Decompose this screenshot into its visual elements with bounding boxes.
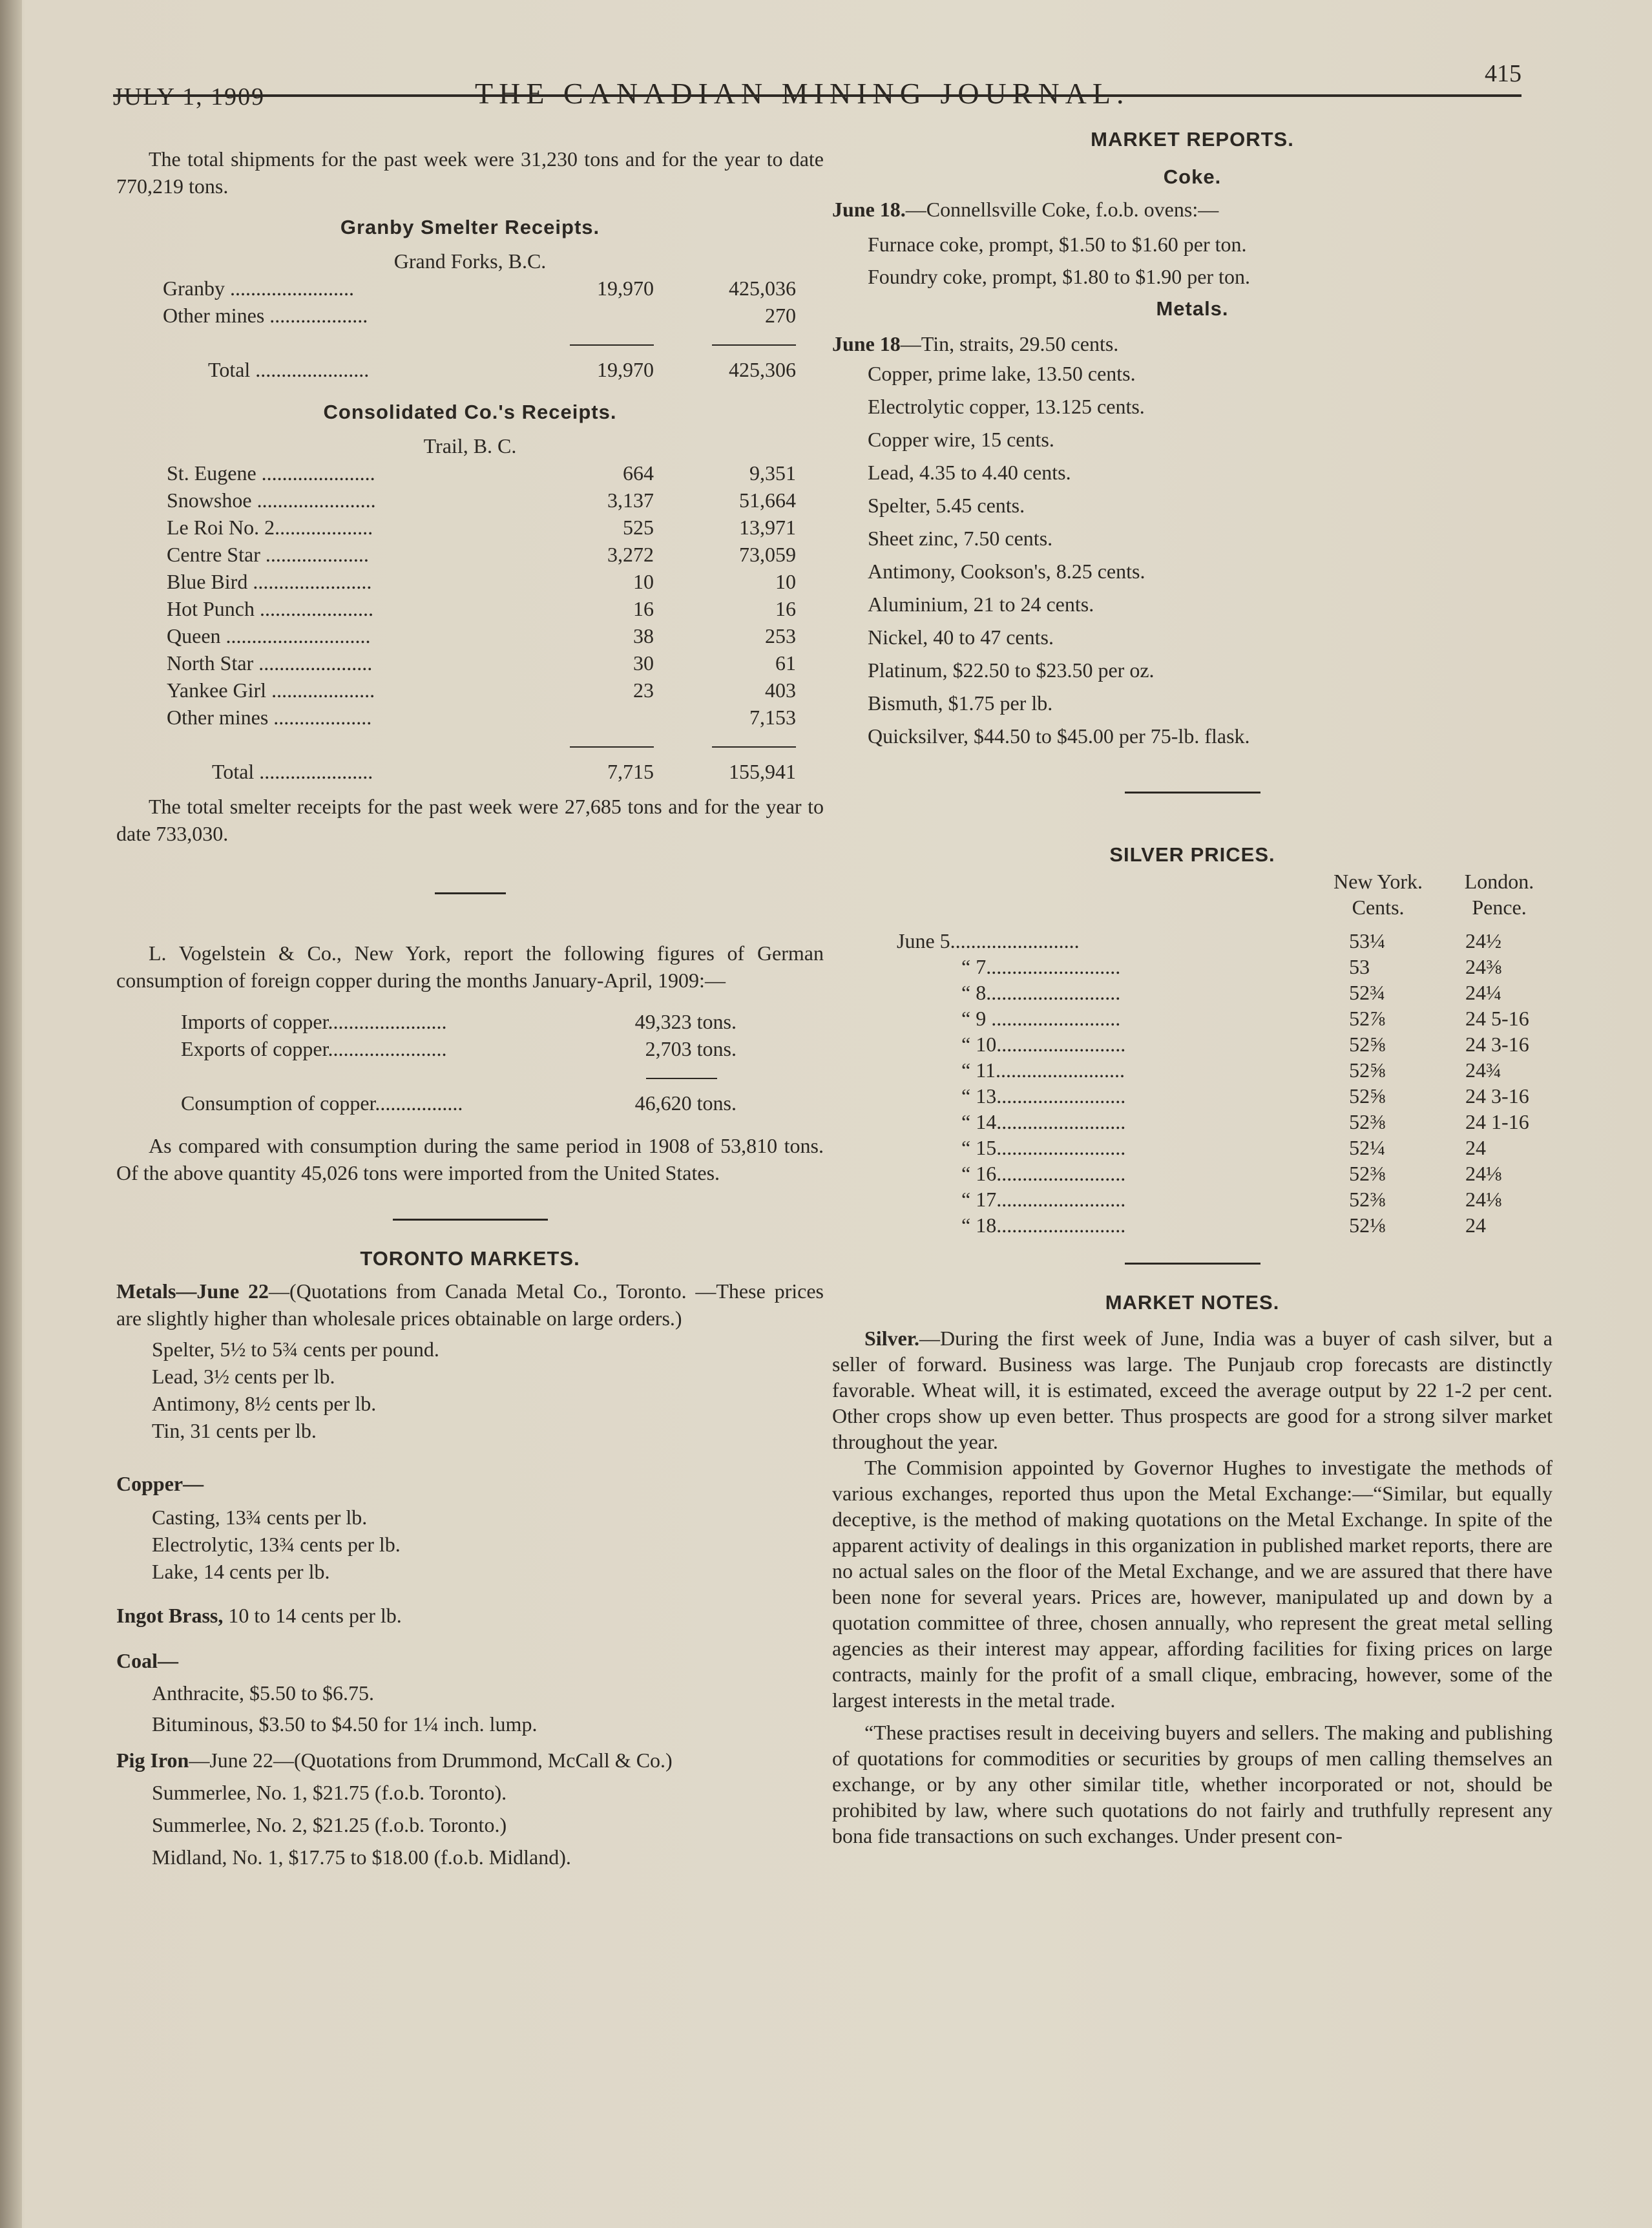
london-price: 24½ [1465,929,1502,952]
row-value: 2,703 tons. [645,1037,737,1060]
metal-price-item: Nickel, 40 to 47 cents. [868,625,1054,649]
consolidated-heading: Consolidated Co.'s Receipts. [323,401,617,423]
metal-price-item: Bismuth, $1.75 per lb. [868,691,1053,715]
ny-price: 52⅜ [1349,1188,1386,1211]
copper-consumption-table [181,1008,737,1117]
table-row: Hot Punch ...................... 16 16 [167,595,796,622]
table-row: “ 9 ......................... 52⅞ 24 5-16 [897,1005,1553,1031]
week-value: 16 [633,597,654,620]
year-value: 7,153 [749,706,796,729]
mine-name: St. Eugene [167,461,256,485]
week-value: 19,970 [597,277,654,300]
metal-price-item: Quicksilver, $44.50 to $45.00 per 75-lb. flask. [868,724,1250,748]
london-price: 24¾ [1465,1058,1502,1082]
table-row: Le Roi No. 2................... 525 13,971 [167,514,796,541]
metal-price-item: Lead, 4.35 to 4.40 cents. [868,461,1071,484]
metal-price-item: Spelter, 5.45 cents. [868,494,1025,517]
week-value [550,704,654,731]
week-value: 3,272 [607,543,654,566]
copper-subhead: Copper— [116,1472,204,1495]
table-row: “ 17......................... 52⅜ 24⅛ [897,1186,1553,1212]
ny-price: 52⅞ [1349,1007,1386,1030]
london-price: 24 1-16 [1465,1110,1529,1133]
mine-name: North Star [167,651,254,675]
table-row: North Star ...................... 30 61 [167,649,796,677]
coke-date: June 18. [832,198,906,221]
total-row [167,758,796,785]
metal-price-item: Antimony, 8½ cents per lb. [152,1392,377,1415]
total-label: Total ...................... [208,358,370,381]
ny-price: 53 [1349,955,1370,978]
mine-name: Snowshoe [167,489,252,512]
table-row: June 5......................... 53¼ 24½ [897,928,1553,954]
row-label: Consumption of copper [181,1091,375,1115]
brass-price: 10 to 14 cents per lb. [228,1604,402,1627]
table-header-row [897,894,1553,920]
mine-name: Centre Star [167,543,260,566]
metal-price-item: Sheet zinc, 7.50 cents. [868,527,1053,550]
pig-iron-item: Summerlee, No. 1, $21.75 (f.o.b. Toronto). [152,1781,507,1804]
week-value: 525 [623,516,654,539]
table-row: Yankee Girl .................... 23 403 [167,677,796,704]
table-row [163,275,796,302]
silver-prices-table [897,868,1553,1238]
total-rule [570,344,654,346]
table-header-row [897,868,1553,894]
table-row: Queen ............................ 38 253 [167,622,796,649]
metals-heading: Metals. [1156,297,1229,320]
total-week: 19,970 [597,358,654,381]
metal-price-item: Electrolytic copper, 13.125 cents. [868,395,1145,418]
market-reports-heading: MARKET REPORTS. [1091,128,1294,151]
date-cell: “ 10 [961,1033,997,1056]
silver-note-text: —During the first week of June, India was a buyer of cash silver, but a seller of forward. Business was large. The Punjaub crop forecasts are distinctly favorable. Wheat will, it is estimated, exceed the average output by 22 1-2 per cent. Other crops show up even better. Thus prospects are good for a strong silver market throughout the year. [832,1327,1553,1453]
total-rule [712,344,796,346]
week-value: 664 [623,461,654,485]
commission-paragraph: The Commision appointed by Governor Hughes to investigate the methods of various exchanges, reported thus upon the Metal Exchange:—“Similar, but equally deceptive, is the method of making quotations on the Metal Exchange. In spite of the apparent activity of dealings in this organization in published market reports, there are no actual sales on the floor of the Metal Exchange, and we are assured that there have been none for several years. Prices are, however, manipulated up and down by a quotation committee of three, chosen annually, who represent the great metal selling agencies as their interest may appear, affording facilities for fixing prices on large contracts, mainly for the profit of a small clique, embracing, however, some of the largest interests in the metal trade. [832,1456,1553,1712]
table-row: “ 8.......................... 52¾ 24¼ [897,980,1553,1005]
table-row: “ 16......................... 52⅜ 24⅛ [897,1161,1553,1186]
london-price: 24 [1465,1136,1487,1159]
metal-price-list [832,357,1553,753]
metal-price-item: Tin, 31 cents per lb. [152,1419,317,1442]
year-value: 403 [765,678,796,702]
header-date: JULY 1, 1909 [113,83,266,110]
table-row: “ 14......................... 52⅜ 24 1-16 [897,1109,1553,1135]
coke-price-item: Foundry coke, prompt, $1.80 to $1.90 per ton. [868,265,1250,288]
table-row: “ 13......................... 52⅝ 24 3-16 [897,1083,1553,1109]
practises-paragraph: “These practises result in deceiving buyers and sellers. The making and publishing of quotations for commodities or securities by groups of men calling themselves an exchange, or by any other similar title, whether incorporated or not, should be prohibited by law, where such quotations do not fairly and truthfully represent any bona fide transactions on such exchanges. Under present con- [832,1721,1553,1847]
pig-iron-item: Summerlee, No. 2, $21.25 (f.o.b. Toronto.) [152,1813,507,1836]
silver-note-subhead: Silver. [864,1327,920,1350]
london-price: 24 3-16 [1465,1084,1529,1108]
coal-subhead: Coal— [116,1649,178,1672]
year-value: 73,059 [739,543,796,566]
week-value: 3,137 [607,489,654,512]
total-year: 155,941 [729,760,796,783]
row-value: 46,620 tons. [634,1091,737,1115]
coke-price-item: Furnace coke, prompt, $1.50 to $1.60 per ton. [868,233,1247,256]
granby-heading: Granby Smelter Receipts. [340,216,600,238]
year-value: 16 [775,597,796,620]
ny-price: 52⅛ [1349,1214,1386,1237]
smelter-summary-paragraph: The total smelter receipts for the past week were 27,685 tons and for the year to date 733,030. [116,795,824,845]
consolidated-place: Trail, B. C. [423,434,517,457]
binding-gutter [0,0,22,2228]
mine-name: Blue Bird [167,570,248,593]
date-cell: June 5 [897,929,950,952]
metal-price-item: Platinum, $22.50 to $23.50 per oz. [868,658,1155,682]
mine-name: Other mines [167,706,269,729]
total-rule [646,1078,717,1079]
date-cell: “ 17 [961,1188,997,1211]
year-value: 9,351 [749,461,796,485]
metals-subhead: Metals—June 22 [116,1279,269,1303]
pig-iron-subhead: Pig Iron [116,1749,189,1772]
week-value: 38 [633,624,654,647]
metal-price-item: Aluminium, 21 to 24 cents. [868,593,1094,616]
header-rule [113,94,1521,97]
table-row [163,302,796,329]
market-notes-heading: MARKET NOTES. [1105,1291,1280,1314]
total-rule [570,746,654,748]
year-value: 425,036 [729,277,796,300]
pig-iron-line [116,1747,824,1774]
page-number: 415 [1485,60,1521,87]
coal-price-item: Bituminous, $3.50 to $4.50 for 1¼ inch. lump. [152,1712,538,1736]
shipments-paragraph: The total shipments for the past week were 31,230 tons and for the year to date 770,219 tons. [116,147,824,198]
date-cell: “ 9 [961,1007,987,1030]
mine-name: Le Roi No. 2 [167,516,275,539]
coal-price-item: Anthracite, $5.50 to $6.75. [152,1681,374,1705]
metal-price-item: Lead, 3½ cents per lb. [152,1365,335,1388]
london-price: 24 3-16 [1465,1033,1529,1056]
granby-place: Grand Forks, B.C. [393,249,547,273]
copper-price-item: Casting, 13¾ cents per lb. [152,1506,368,1529]
year-value: 270 [765,304,796,327]
ny-price: 52¼ [1349,1136,1386,1159]
total-row: Consumption of copper................. 46,620 tons. [181,1089,737,1117]
left-column [116,145,824,1871]
pig-iron-item: Midland, No. 1, $17.75 to $18.00 (f.o.b. Midland). [152,1845,571,1869]
date-cell: “ 16 [961,1162,997,1185]
date-cell: “ 15 [961,1136,997,1159]
london-unit: Pence. [1472,896,1527,919]
total-week: 7,715 [607,760,654,783]
new-york-unit: Cents. [1352,896,1405,919]
ny-price: 52¾ [1349,981,1386,1004]
total-rule [712,746,796,748]
row-label: Exports of copper [181,1037,328,1060]
metals-date: June 18 [832,332,901,355]
metal-price-item: Spelter, 5½ to 5¾ cents per pound. [152,1338,439,1361]
london-price: 24⅜ [1465,955,1502,978]
week-value: 30 [633,651,654,675]
copper-price-item: Lake, 14 cents per lb. [152,1560,330,1583]
metals-note: —(Quotations from Canada Metal Co., Toronto. —These prices are slightly higher than wholesale prices obtainable on large orders.) [116,1279,824,1330]
table-row: “ 7.......................... 53 24⅜ [897,954,1553,980]
year-value: 13,971 [739,516,796,539]
silver-prices-heading: SILVER PRICES. [1109,843,1275,866]
year-value: 10 [775,570,796,593]
row-value: 49,323 tons. [634,1010,737,1033]
total-row [163,356,796,383]
date-cell: “ 13 [961,1084,997,1108]
toronto-markets-heading: TORONTO MARKETS. [360,1247,580,1270]
coke-lead-line [832,196,1553,223]
ny-price: 53¼ [1349,929,1386,952]
week-value [550,302,654,329]
mine-name: Yankee Girl [167,678,267,702]
year-value: 61 [775,651,796,675]
table-row: “ 18......................... 52⅛ 24 [897,1212,1553,1238]
table-row: Imports of copper....................... 49,323 tons. [181,1008,737,1035]
mine-name: Hot Punch [167,597,255,620]
mine-name: Granby ........................ [163,277,354,300]
total-label: Total ...................... [212,760,373,783]
coke-lead: —Connellsville Coke, f.o.b. ovens:— [905,198,1219,221]
table-row: Blue Bird ....................... 10 10 [167,568,796,595]
week-value: 10 [633,570,654,593]
london-price: 24⅛ [1465,1162,1502,1185]
comparison-paragraph: As compared with consumption during the same period in 1908 of 53,810 tons. Of the above quantity 45,026 tons were imported from the United States. [116,1134,824,1184]
table-row: Exports of copper....................... 2,703 tons. [181,1035,737,1062]
row-label: Imports of copper [181,1010,328,1033]
metals-lead-line [832,330,1553,357]
london-price: 24⅛ [1465,1188,1502,1211]
brass-subhead: Ingot Brass, [116,1604,224,1627]
tin-price: —Tin, straits, 29.50 cents. [900,332,1119,355]
table-row: “ 10......................... 52⅝ 24 3-16 [897,1031,1553,1057]
london-price: 24 [1465,1214,1487,1237]
week-value: 23 [633,678,654,702]
total-year: 425,306 [729,358,796,381]
ny-price: 52⅝ [1349,1058,1386,1082]
copper-price-item: Electrolytic, 13¾ cents per lb. [152,1533,401,1556]
london-price: 24 5-16 [1465,1007,1529,1030]
granby-table [163,275,796,383]
new-york-column-header: New York. [1333,870,1423,893]
consolidated-table [167,459,796,785]
running-header [113,59,1521,110]
journal-title: THE CANADIAN MINING JOURNAL. [475,77,1130,110]
date-cell: “ 7 [961,955,987,978]
ingot-brass-line [116,1602,824,1629]
silver-note-paragraph [832,1325,1553,1455]
pig-iron-note: —June 22—(Quotations from Drummond, McCall & Co.) [189,1749,673,1772]
date-cell: “ 14 [961,1110,997,1133]
vogelstein-paragraph: L. Vogelstein & Co., New York, report the following figures of German consumption of foreign copper during the months January-April, 1909:— [116,941,824,992]
coke-heading: Coke. [1163,165,1222,188]
table-row: Snowshoe ....................... 3,137 51,664 [167,487,796,514]
mine-name: Queen [167,624,221,647]
date-cell: “ 18 [961,1214,997,1237]
right-column [832,126,1553,1849]
mine-name: Other mines ................... [163,304,368,327]
date-cell: “ 11 [961,1058,996,1082]
year-value: 253 [765,624,796,647]
table-row: “ 15......................... 52¼ 24 [897,1135,1553,1161]
table-row: Centre Star .................... 3,272 73,059 [167,541,796,568]
ny-price: 52⅝ [1349,1033,1386,1056]
ny-price: 52⅜ [1349,1110,1386,1133]
metal-price-item: Copper, prime lake, 13.50 cents. [868,362,1136,385]
table-row: Other mines ................... 7,153 [167,704,796,731]
table-row: St. Eugene ...................... 664 9,351 [167,459,796,487]
table-row: “ 11......................... 52⅝ 24¾ [897,1057,1553,1083]
ny-price: 52⅝ [1349,1084,1386,1108]
london-column-header: London. [1464,870,1534,893]
london-price: 24¼ [1465,981,1502,1004]
year-value: 51,664 [739,489,796,512]
metal-price-item: Antimony, Cookson's, 8.25 cents. [868,560,1145,583]
date-cell: “ 8 [961,981,987,1004]
ny-price: 52⅜ [1349,1162,1386,1185]
toronto-metals-paragraph [116,1277,824,1332]
metal-price-item: Copper wire, 15 cents. [868,428,1054,451]
